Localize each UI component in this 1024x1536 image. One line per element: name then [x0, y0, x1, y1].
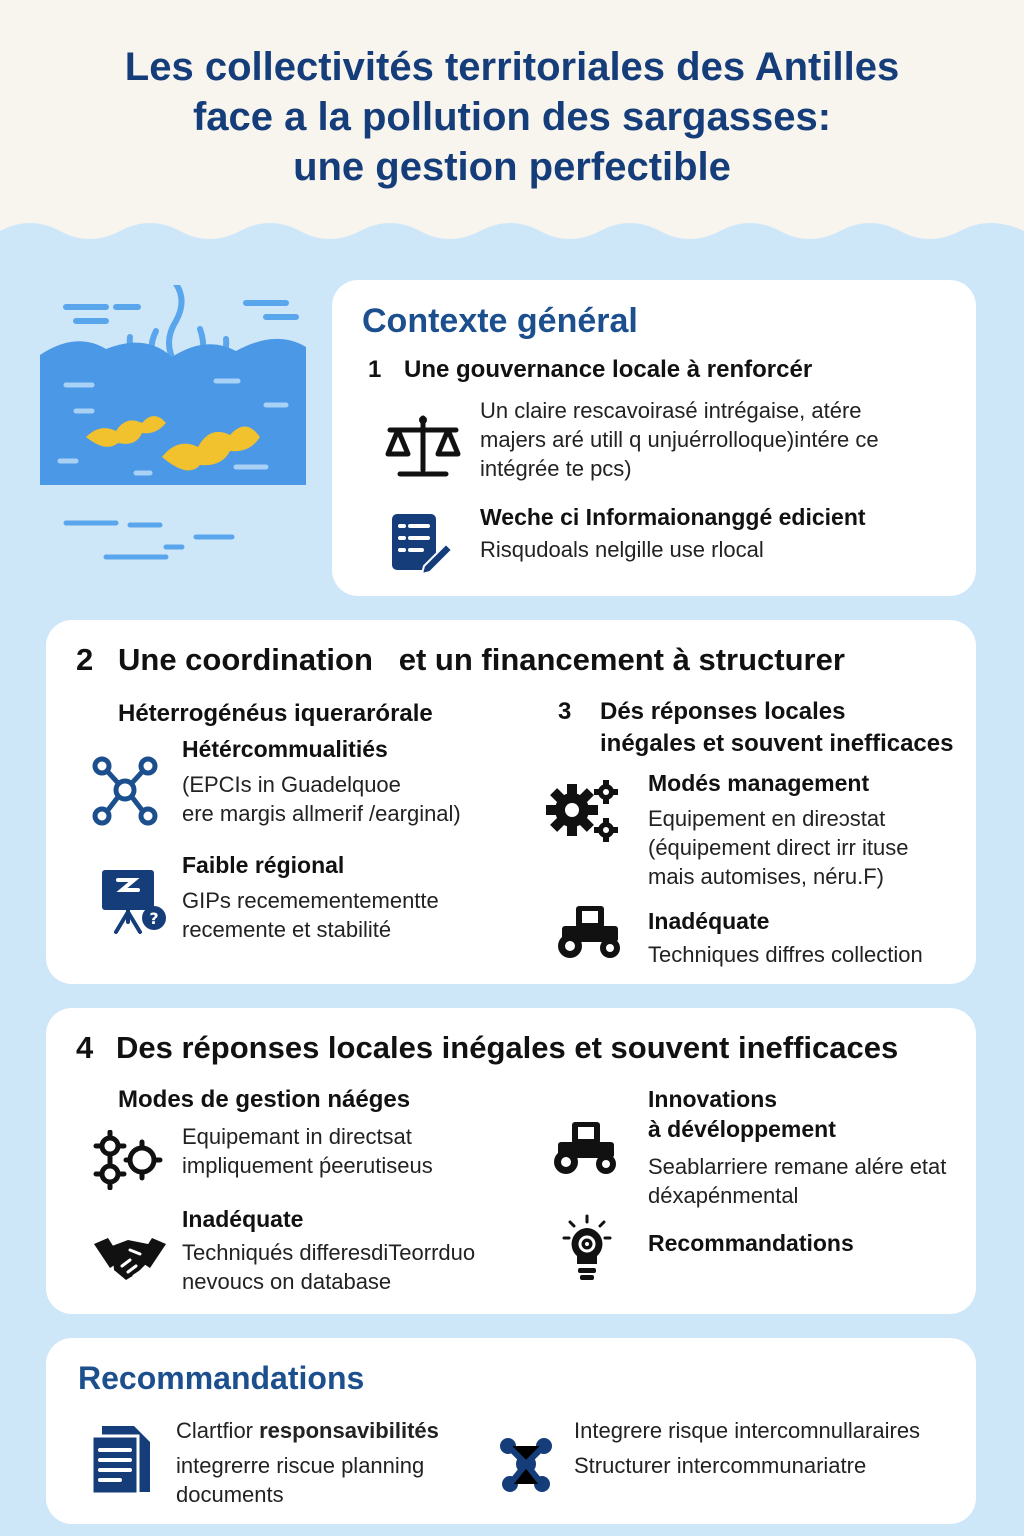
context-item-1-text	[480, 396, 960, 483]
page-header	[0, 0, 1024, 250]
recommendations-left-line-1	[176, 1416, 439, 1445]
scales-icon	[382, 412, 464, 482]
section-2-item-2-text	[182, 886, 439, 944]
gears-icon	[546, 780, 622, 846]
section-4-title: Des réponses locales inégales et souvent inefficaces	[116, 1030, 899, 1065]
context-item-2-title: Weche ci Informaionanggé edicient	[480, 504, 866, 530]
section-3-item-1-text	[648, 804, 908, 891]
section-4-number: 4	[76, 1030, 94, 1065]
section-2-item-1-title: Hétércommualitiés	[182, 736, 388, 762]
section-4-item-3-line-2: déxapénmental	[648, 1183, 799, 1208]
section-2-number: 2	[76, 642, 94, 677]
recommendations-left-line-3: documents	[176, 1482, 284, 1507]
context-item-2-line-1: Risqudoals nelgille use rlocal	[480, 537, 764, 562]
section-2-item-2-line-2: recemente et stabilité	[182, 917, 392, 942]
recommendations-left-bold: responsavibilités	[259, 1418, 439, 1443]
section-3-item-1-line-3: mais automises, néru.F)	[648, 864, 884, 889]
context-sub-title: Une gouvernance locale à renforcér	[404, 356, 813, 383]
recommendations-right-line-2: Structurer intercommunariatre	[574, 1453, 867, 1478]
document-edit-icon	[388, 510, 454, 576]
section-2-item-1-line-1: (EPCIs in Guadelquoe	[182, 772, 401, 797]
recommendations-card	[46, 1338, 976, 1524]
molecule-icon	[498, 1434, 554, 1494]
page-title	[40, 42, 984, 192]
section-3-heading-line-2: inégales et souvent inefficaces	[600, 730, 954, 757]
coordination-card	[46, 620, 976, 984]
section-2-left-heading: Héterrogénéus iquerarórale	[118, 700, 433, 727]
context-item-1-line-2: majers aré utill q unjuérrolloque)intére ce	[480, 427, 879, 452]
title-line-3: une gestion perfectible	[293, 145, 731, 189]
gears-icon	[92, 1130, 164, 1190]
title-line-2: face a la pollution des sargasses:	[192, 95, 832, 139]
section-4-item-2-line-1: Techniqués differesdiTeorrduo	[182, 1240, 476, 1265]
section-4-item-2-line-2: nevoucs on database	[182, 1269, 392, 1294]
section-4-item-2-title: Inadéquate	[182, 1206, 304, 1232]
title-line-1: Les collectivités territoriales des Antilles	[124, 45, 900, 89]
section-2-title: Une coordination et un financement à structurer	[118, 642, 845, 677]
svg-text:?: ?	[149, 909, 159, 928]
lightbulb-gear-icon	[562, 1214, 612, 1284]
context-item-1-line-1: Un claire rescavoirasé intrégaise, atére	[480, 398, 862, 423]
section-2-item-1-text	[182, 770, 461, 828]
section-4-item-3-line-1: Seablarriere remane alére etat	[648, 1154, 947, 1179]
recommendations-left-lead: Clartfior	[176, 1418, 260, 1443]
recommendations-right-line-1: Integrere risque intercomnullaraires	[574, 1418, 921, 1443]
context-card	[332, 280, 976, 596]
local-responses-card	[46, 1008, 976, 1314]
section-3-item-2-line-1: Techniques diffres collection	[648, 942, 923, 967]
recommendations-right-text	[574, 1416, 920, 1480]
section-3-heading-line-1: Dés réponses locales	[600, 698, 846, 725]
document-icon	[88, 1424, 154, 1498]
section-2-item-1-line-2: ere margis allmerif /earginal)	[182, 801, 461, 826]
wave-divider	[0, 211, 1024, 251]
section-3-item-2-title: Inadéquate	[648, 908, 770, 934]
presentation-icon	[98, 866, 170, 938]
section-3-item-1-title: Modés management	[648, 770, 870, 796]
section-4-item-1-line-1: Equipemant in directsat	[182, 1124, 412, 1149]
section-4-item-1-text	[182, 1122, 433, 1180]
context-item-1-line-3: intégrée te pcs)	[480, 456, 632, 481]
section-4-item-3-title-line-1: Innovations	[648, 1086, 778, 1112]
section-4-item-4-title: Recommandations	[648, 1230, 854, 1256]
handshake-icon	[92, 1230, 168, 1286]
context-heading: Contexte général	[362, 302, 638, 340]
recommendations-left-text	[176, 1416, 439, 1509]
tractor-icon	[550, 1118, 622, 1180]
section-4-item-2-text	[182, 1238, 475, 1296]
context-sub-number: 1	[368, 356, 382, 383]
section-2-item-2-title: Faible régional	[182, 852, 345, 878]
section-2-item-2-line-1: GIPs recemementementte	[182, 888, 439, 913]
section-4-item-3-title-line-2: à dévéloppement	[648, 1116, 836, 1142]
network-icon	[92, 754, 158, 826]
recommendations-left-line-2: integrerre riscue planning	[176, 1453, 425, 1478]
section-4-item-1-line-2: impliquement ṕeerutiseus	[182, 1153, 433, 1178]
section-3-number: 3	[558, 698, 572, 725]
tractor-icon	[554, 902, 626, 964]
section-4-item-3-text	[648, 1152, 946, 1210]
section-3-item-1-line-2: (équipement direct irr ituse	[648, 835, 909, 860]
recommendations-heading: Recommandations	[78, 1360, 365, 1396]
section-3-item-1-line-1: Equipement en direɔstat	[648, 806, 886, 831]
section-4-left-heading: Modes de gestion náéges	[118, 1086, 411, 1113]
sargassum-illustration	[36, 285, 316, 575]
